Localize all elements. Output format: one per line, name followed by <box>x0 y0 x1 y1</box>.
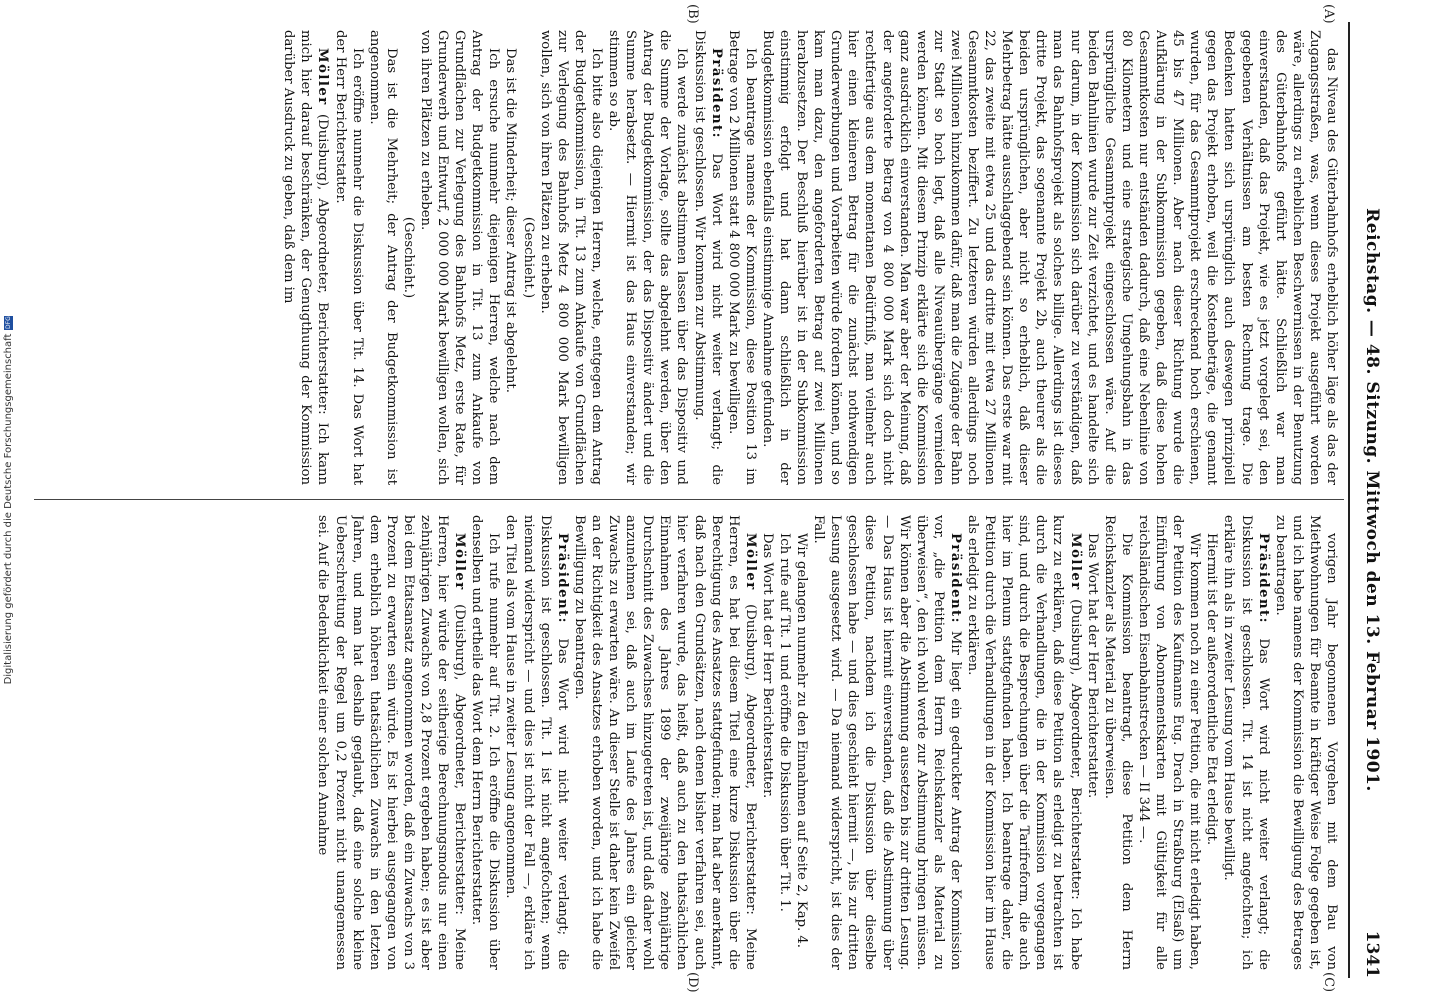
speaker-name: Präsident: <box>708 48 724 140</box>
paragraph: das Niveau des Güterbahnhofs erheblich höher läge als das der Zugangsstraßen, was, wenn dieses Projekt ausgeführt worden wäre, allerdings zu erheblichen Beschwernissen in der Benutzung des Güterbahnhofs geführt hätte. Schließlich war man einverstanden, daß das Projekt, wie es jetzt vorgelegt sei, den gegebenen Verhältnissen am besten Rechnung trage. Die Bedenken hatten sich ursprünglich auch deswegen prinzipiell gegen das Projekt erhoben, weil die Kostenbeträge, die genannt wurden, für das Gesammtprojekt erschreckend hoch erschienen, 45 bis 47 Millionen. Aber nach dieser Richtung wurde die Aufklärung in der Subkommission gegeben, daß diese hohen Gesammtkosten nur entständen dadurch, daß eine Nebenlinie von 80 Kilometern und eine strategische Umgehungsbahn in das ursprüngliche Gesammtprojekt eingeschlossen wäre. Auf die beiden Bahnlinien wurde zur Zeit verzichtet, und es handelte sich nur darum, in der Kommission sich darüber zu verständigen, daß man das Bahnhofsprojekt als solches billige. Allerdings ist dieses dritte Projekt, das sogenannte Projekt 2b, auch theurer als die beiden ursprünglichen, aber nicht so erheblich, daß dieser Mehrbetrag hätte ausschlaggebend sein können. Das erste war mit 22, das zweite mit etwa 25 und das dritte mit etwa 27 Millionen Gesammtkosten beziffert. Zu letzteren würden allerdings noch zwei Millionen hinzukommen dafür, daß man die Zugänge der Bahn zur Stadt so hoch legt, daß alle Niveauübergänge vermieden werden können. Mit diesem Prinzip erklärte sich die Kommission ganz ausdrücklich einverstanden. Man war aber der Meinung, daß der angeforderte Betrag von 4 800 000 Mark sich doch nicht rechtfertige aus dem momentanen Bedürfniß, man vielmehr auch hier einen kleineren Betrag für die zunächst nothwendigen Grunderwerbungen und Vorarbeiten würde fordern können, und so kam man dazu, den angeforderten Betrag auf zwei Millionen herabzusetzen. Der Beschluß hierüber ist in der Subkommission einstimmig erfolgt und hat dann schließlich in der Budgetkommission ebenfalls einstimmige Annahme gefunden. <box>759 30 1339 485</box>
paragraph: Das ist die Minderheit; dieser Antrag ist abgelehnt. <box>503 48 519 393</box>
dfg-logo-icon: DFG <box>4 316 12 329</box>
paragraph: Ich rufe auf Tit. 1 und eröffne die Diskussion über Tit. 1. <box>777 533 792 912</box>
page-number: 1341 <box>1362 930 1382 978</box>
credit-text: Digitalisierung gefördert durch die Deutsche Forschungsgemeinschaft <box>3 333 14 685</box>
paragraph: Möller (Duisburg), Abgeordneter, Berichterstatter: Ich kann mich hier darauf beschränken, der Genugthuung der Kommission darüber Ausdruck zu geben, daß dem im <box>281 30 331 485</box>
paragraph: Präsident: Mir liegt ein gedruckter Antrag der Kommission vor, „die Petition dem Herrn Reichskanzler als Material zu überweisen“, den ich wohl werde zur Abstimmung bringen müssen. Wir können aber die Abstimmung aussetzen bis zur dritten Lesung. — Das Haus ist hiermit einverstanden, daß die Abstimmung über diese Petition, nachdem ich die Diskussion über dieselbe geschlossen habe — und dies geschieht hiermit —, bis zur dritten Lesung ausgesetzt wird. — Da niemand widerspricht, ist dies der Fall. <box>811 515 963 970</box>
paragraph: Ich eröffne nunmehr die Diskussion über Tit. 14. Das Wort hat der Herr Berichterstatter. <box>332 30 365 485</box>
speaker-name: Präsident: <box>554 533 570 625</box>
paragraph: (Geschieht.) <box>400 216 416 299</box>
paragraph: Möller (Duisburg), Abgeordneter, Berichterstatter: Meine Herren, es hat bei diesem Titel eine kurze Diskussion über die Berechtigung des Ansatzes stattgefunden; man hat aber anerkannt, daß nach den Grundsätzen, nach denen bisher verfahren sei, auch hier verfahren wurde, das heißt, daß auch zu den thatsächlichen Einnahmen des Jahres 1899 der zweijährige zehnjährige Durchschnitt des Zuwachses hinzugetreten ist, und daß daher wohl anzunehmen sei, daß auch im Laufe des Jahres ein gleicher Zuwachs zu erwarten wäre. An dieser Stelle ist daher kein Zweifel an der Richtigkeit des Ansatzes erhoben worden, und ich habe die Bewilligung zu beantragen. <box>571 515 758 970</box>
paragraph: Möller (Duisburg), Abgeordneter, Berichterstatter: Ich habe kurz zu erklären, daß diese Petition als erledigt zu betrachten ist durch die Verhandlungen, die in der Kommission vorgegangen sind, und durch die Besprechungen über die Tarifreform, die auch hier im Plenum stattgefunden haben. Ich beantrage daher, die Petition durch die Verhandlungen in der Kommission hier im Hause als erledigt zu erklären. <box>965 515 1083 970</box>
speaker-name: Präsident: <box>1255 533 1271 625</box>
digitization-credit <box>2 0 16 1000</box>
paragraph: Ich werde zunächst abstimmen lassen über das Dispositiv und die Summe der Vorlage, sollte das abgelehnt werden, über den Antrag der Budgetkommission, der das Dispositiv ändert und die Summe herabsetzt. — Hiermit ist das Haus einverstanden; wir stimmen so ab. <box>606 30 690 485</box>
margin-letter-d: (D) <box>685 972 700 993</box>
running-title: Reichstag. — 48. Sitzung. Mittwoch den 13. Februar 1901. <box>1362 208 1382 792</box>
margin-letter-a: (A) <box>1321 4 1336 24</box>
paragraph: Ich beantrage namens der Kommission, diese Position 13 im Betrage von 2 Millionen statt 4 800 000 Mark zu bewilligen. <box>725 30 758 485</box>
column-divider <box>34 499 1344 500</box>
right-column <box>40 515 1340 970</box>
paragraph: Präsident: Das Wort wird nicht weiter verlangt; die Diskussion ist geschlossen. Tit. 14 ist nicht angefochten; ich erkläre ihn als in zweiter Lesung vom Hause bewilligt. <box>1221 515 1271 970</box>
paragraph: Möller (Duisburg), Abgeordneter, Berichterstatter: Meine Herren, hier würde der seitherige Berechnungsmodus nur einen zehnjährigen Zuwachs von 2,8 Prozent ergeben haben; es ist aber bei dem Etatsansatz angenommen worden, daß ein Zuwachs von 3 Prozent zu erwarten sein würde. Es ist hierbei ausgegangen von dem erheblich höheren thatsächlichen Zuwachs in den letzten Jahren, und man hat deshalb geglaubt, daß eine solche kleine Ueberschreitung der Regel um 0,2 Prozent nicht unangemessen sei. Auf die Bedenklichkeit einer solchen Annahme <box>315 515 468 970</box>
margin-letter-c: (C) <box>1321 972 1336 993</box>
speaker-name: Möller <box>742 533 758 591</box>
paragraph: Präsident: Das Wort wird nicht weiter verlangt; die Diskussion ist geschlossen. Tit. 1 ist nicht angefochten; wenn niemand widerspricht — und dies ist nicht der Fall —, erkläre ich den Titel als vom Hause in zweiter Lesung angenommen. <box>503 515 570 970</box>
paragraph: Ich rufe nunmehr auf Tit. 2. Ich eröffne die Diskussion über denselben und ertheile das Wort dem Herrn Berichterstatter. <box>469 515 502 970</box>
paragraph: Hiermit ist der außerordentliche Etat erledigt. <box>1204 533 1220 846</box>
header-rule <box>1348 22 1350 978</box>
paragraph: Die Kommission beantragt, diese Petition dem Herrn Reichskanzler als Material zu überweisen. <box>1101 515 1134 970</box>
speaker-name: Präsident: <box>947 533 963 625</box>
paragraph: Wir gelangen nunmehr zu den Einnahmen auf Seite 2, Kap. 4. <box>794 533 810 948</box>
paragraph: Wir kommen noch zu einer Petition, die mit nicht erledigt haben, der Petition des Kaufmanns Eug. Drach in Straßburg (Elsaß) um Einführung von Abonnementskarten mit Gültigkeit für alle reichsländischen Eisenbahnstrecken — II 344 —. <box>1135 515 1203 970</box>
paragraph: Das ist die Mehrheit; der Antrag der Budgetkommission ist angenommen. <box>366 30 399 485</box>
paragraph: Ich ersuche nunmehr diejenigen Herren, welche nach dem Antrag der Budgetkommission in Tit. 13 zum Ankaufe von Grundflächen zur Verlegung des Bahnhofs Metz, erste Rate, für Grunderwerb und Entwurf, 2 000 000 Mark bewilligen wollen, sich von ihren Plätzen zu erheben. <box>418 30 502 485</box>
left-column <box>40 30 1340 485</box>
paragraph: vorigen Jahr begonnenen Vorgehen mit dem Bau von Miethwohnungen für Beamte in kräftiger Weise Folge gegeben ist, und ich habe namens der Kommission die Bewilligung des Betrages zu beantragen. <box>1272 515 1339 970</box>
speaker-name: Möller <box>1067 533 1083 591</box>
paragraph: (Geschieht.) <box>520 216 536 299</box>
speaker-name: Möller <box>315 48 331 106</box>
paragraph: Präsident: Das Wort wird nicht weiter verlangt; die Diskussion ist geschlossen. Wir kommen zur Abstimmung. <box>691 30 724 485</box>
speaker-name: Möller <box>452 533 468 591</box>
paragraph: Das Wort hat der Herr Berichterstatter. <box>759 533 775 799</box>
paragraph: Das Wort hat der Herr Berichterstatter. <box>1084 533 1100 799</box>
margin-letter-b: (B) <box>685 4 700 24</box>
paragraph: Ich bitte also diejenigen Herren, welche, entgegen dem Antrag der Budgetkommission, in Tit. 13 zum Ankaufe von Grundflächen zur Verlegung des Bahnhofs Metz 4 800 000 Mark bewilligen wollen, sich von ihren Plätzen zu erheben. <box>537 30 604 485</box>
page-header <box>1350 22 1382 978</box>
